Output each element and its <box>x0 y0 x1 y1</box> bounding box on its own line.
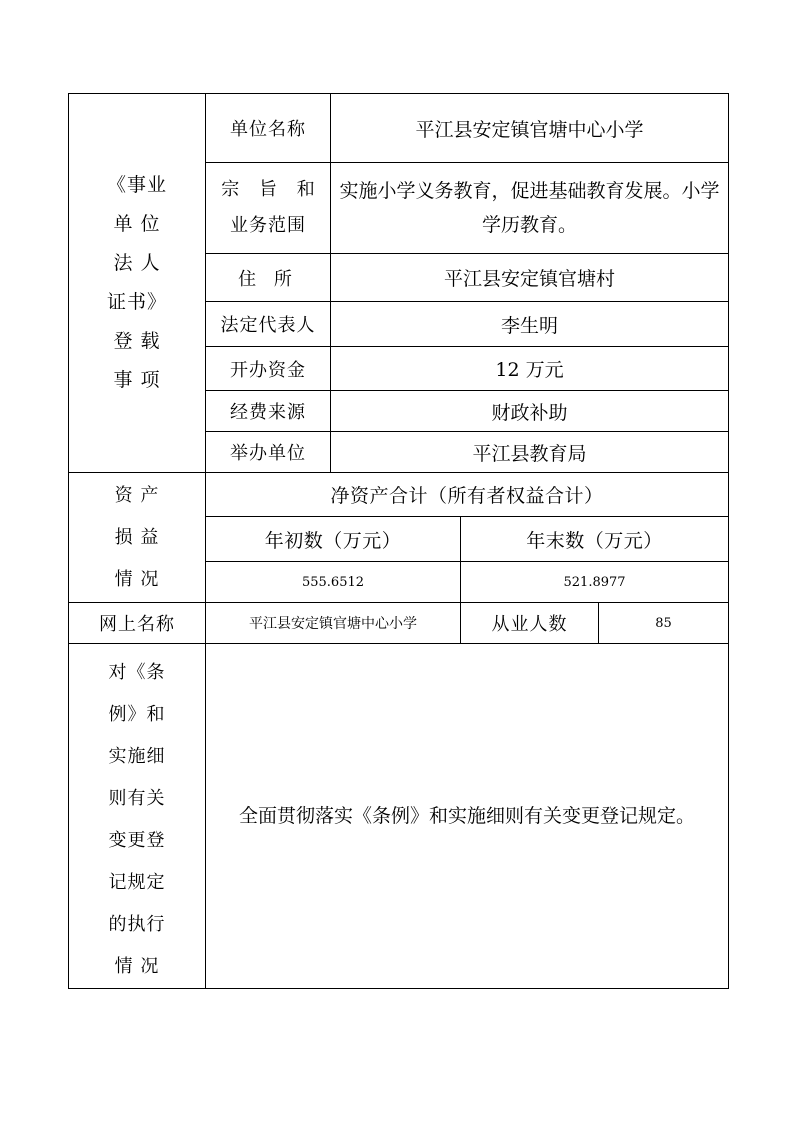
table-row <box>69 473 729 517</box>
value-year-end: 521.8977 <box>461 562 729 603</box>
label-line: 的执行 <box>108 914 166 935</box>
field-label-address: 住 所 <box>206 254 331 302</box>
column-header-year-start: 年初数（万元） <box>206 517 461 562</box>
label-line: 则有关 <box>108 788 166 809</box>
label-line: 实施细 <box>108 746 166 767</box>
label-line: 宗 旨 和 <box>221 179 322 200</box>
field-value-start-capital: 12 万元 <box>331 347 729 391</box>
certificate-section-label <box>69 94 206 473</box>
field-value-funding-source: 财政补助 <box>331 391 729 432</box>
label-line: 资 产 <box>114 484 160 506</box>
value-year-start: 555.6512 <box>206 562 461 603</box>
field-value-organizer: 平江县教育局 <box>331 432 729 473</box>
label-line: 情 况 <box>114 568 160 590</box>
label-line: 登 载 <box>113 330 161 352</box>
assets-section-label <box>69 473 206 603</box>
label-line: 法 人 <box>113 252 161 274</box>
field-label-organizer: 举办单位 <box>206 432 331 473</box>
field-value-legal-representative: 李生明 <box>331 302 729 347</box>
field-label-legal-representative: 法定代表人 <box>206 302 331 347</box>
field-label-start-capital: 开办资金 <box>206 347 331 391</box>
execution-section-value: 全面贯彻落实《条例》和实施细则有关变更登记规定。 <box>206 644 729 989</box>
label-line: 记规定 <box>108 872 166 893</box>
table-row <box>69 603 729 644</box>
label-line: 对《条 <box>108 662 166 683</box>
field-value-staff-count: 85 <box>599 603 729 644</box>
field-value-address: 平江县安定镇官塘村 <box>331 254 729 302</box>
label-line: 单 位 <box>113 213 161 235</box>
field-value-online-name: 平江县安定镇官塘中心小学 <box>206 603 461 644</box>
field-label-staff-count: 从业人数 <box>461 603 599 644</box>
column-header-year-end: 年末数（万元） <box>461 517 729 562</box>
field-label-funding-source: 经费来源 <box>206 391 331 432</box>
label-line: 证书》 <box>106 291 167 313</box>
table-row <box>69 644 729 989</box>
field-label-purpose-scope <box>206 163 331 254</box>
label-line: 事 项 <box>113 369 161 391</box>
label-line: 变更登 <box>108 830 166 851</box>
label-line: 损 益 <box>114 526 160 548</box>
net-assets-title: 净资产合计（所有者权益合计） <box>206 473 729 517</box>
table-row <box>69 94 729 163</box>
registration-form-table <box>68 93 729 989</box>
label-line: 情 况 <box>114 956 160 977</box>
label-line: 业务范围 <box>230 215 306 236</box>
label-line: 例》和 <box>108 704 166 725</box>
field-label-unit-name: 单位名称 <box>206 94 331 163</box>
field-value-unit-name: 平江县安定镇官塘中心小学 <box>331 94 729 163</box>
field-label-online-name: 网上名称 <box>69 603 206 644</box>
field-value-purpose-scope: 实施小学义务教育，促进基础教育发展。小学学历教育。 <box>331 163 729 254</box>
execution-section-label <box>69 644 206 989</box>
label-line: 《事业 <box>106 174 167 196</box>
